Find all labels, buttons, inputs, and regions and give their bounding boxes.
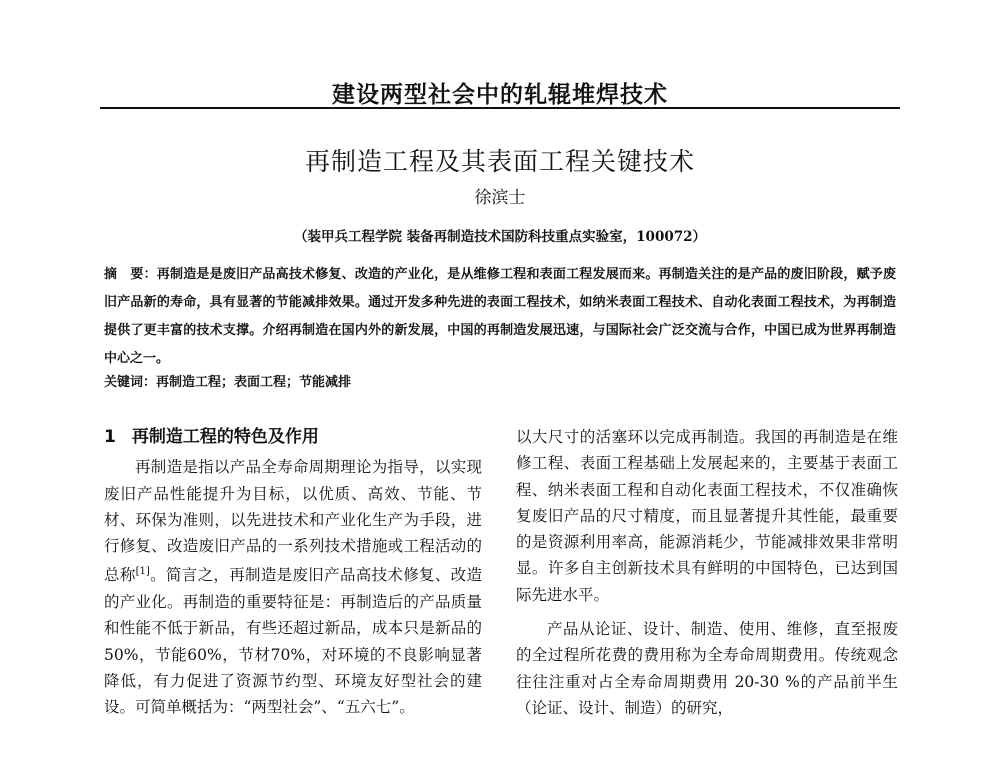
section-heading [104,424,482,450]
keywords [104,371,896,395]
paragraph-text-cont: 。简言之，再制造是废旧产品高技术修复、改造的产业化。再制造的重要特征是：再制造后的产品质量和性能不低于新品，有些还超过新品，成本只是新品的50%，节能60%，节材70%，对环境的不良影响显著降低，有力促进了资源节约型、环境友好型社会的建设。可简单概括为：“两型社会”、“五六七”。 [104,566,482,717]
running-head: 建设两型社会中的轧辊堆焊技术 [332,82,668,108]
citation-ref: [1] [135,566,150,578]
header-rule [100,107,900,109]
right-column [516,424,898,721]
section-title: 再制造工程的特色及作用 [131,427,319,447]
body-paragraph-continued: 以大尺寸的活塞环以完成再制造。我国的再制造是在维修工程、表面工程基础上发展起来的，主要基于表面工程、纳米表面工程和自动化表面工程技术，不仅准确恢复废旧产品的尺寸精度，而且显著提升其性能，最重要的是资源利用率高，能源消耗少，节能减排效果非常明显。许多自主创新技术具有鲜明的中国特色，已达到国际先进水平。 [516,428,898,604]
left-column [104,424,482,720]
paragraph-text: 再制造是指以产品全寿命周期理论为指导，以实现废旧产品性能提升为目标，以优质、高效、节能、节材、环保为准则，以先进技术和产业化生产为手段，进行修复、改造废旧产品的一系列技术措施或工程活动的总称 [104,458,482,585]
body-paragraph: 产品从论证、设计、制造、使用、维修，直至报废的全过程所花费的费用称为全寿命周期费用。传统观念往往注重对占全寿命周期费用 20-30 %的产品前半生（论证、设计、制造）的研究， [516,620,898,717]
affiliation: （装甲兵工程学院 装备再制造技术国防科技重点实验室，100072） [293,229,707,245]
paper-title: 再制造工程及其表面工程关键技术 [304,147,695,176]
abstract-label: 摘 要： [104,267,157,282]
section-number: 1 [104,427,116,447]
author: 徐滨士 [474,188,526,208]
abstract [104,261,896,373]
abstract-text: 再制造是是废旧产品高技术修复、改造的产业化，是从维修工程和表面工程发展而来。再制造关注的是产品的废旧阶段，赋予废旧产品新的寿命，具有显著的节能减排效果。通过开发多种先进的表面工程技术，如纳米表面工程技术、自动化表面工程技术，为再制造提供了更丰富的技术支撑。介绍再制造在国内外的新发展，中国的再制造发展迅速，与国际社会广泛交流与合作，中国已成为世界再制造中心之一。 [104,267,896,366]
body-paragraph [104,454,482,720]
keywords-label: 关键词： [104,375,157,390]
keywords-text: 再制造工程；表面工程；节能减排 [156,375,352,390]
